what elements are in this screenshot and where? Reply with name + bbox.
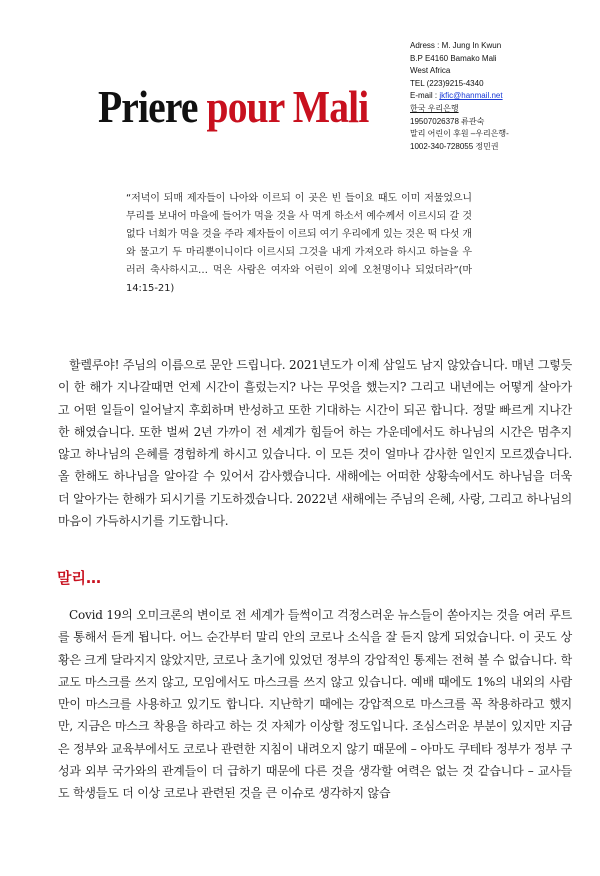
section-title-mali: 말리… [57,569,101,587]
contact-region: West Africa [410,66,451,76]
mali-covid-paragraph: Covid 19의 오미크론의 변이로 전 세계가 들썩이고 걱정스러운 뉴스들이 쏟아지는 것을 여러 루트를 통해서 듣게 됩니다. 어느 순간부터 말리 안의 코로나 소식을 잘 듣지 않게 되었습니다. 이 곳도 상황은 크게 달라지지 않았지만, 코로나 초기에 있었던 정부의 강압적인 통제는 전혀 볼 수 없습니다. 학교도 마스크를 쓰지 않고, 모임에서도 마스크를 쓰지 않고 있습니다. 예배 때에도 1%의 내외의 사람만이 마스크를 사용하고 있기도 합니다. 지난학기 때에는 강압적으로 마스크를 꼭 착용하라고 했지만, 지금은 마스크 착용을 하라고 하는 것 자체가 이상할 정도입니다. 조심스러운 부분이 있지만 지금은 정부와 교육부에서도 코로나 관련한 지침이 내려오지 않기 때문에 – 아마도 쿠테타 정부가 정부 구성과 외부 국가와의 관계들이 더 급하기 때문에 다른 것을 생각할 여력은 없는 것 같습니다 – 교사들도 학생들도 더 이상 코로나 관련된 것을 큰 이슈로 생각하지 않습 [58,608,572,801]
contact-address: Adress : M. Jung In Kwun [410,41,502,50]
greeting-paragraph: 할렐루야! 주님의 이름으로 문안 드립니다. 2021년도가 이제 삼일도 남지 않았습니다. 매년 그렇듯이 한 해가 지나갈때면 언제 시간이 흘렀는지? 나는 무엇을 했는지? 그리고 내년에는 어떻게 살아가고 어떤 일들이 일어날지 후회하며 반성하고 또한 기대하는 시간이 되곤 합니다. 정말 빠르게 지나간 한 해였습니다. 또한 벌써 2년 가까이 전 세계가 힘들어 하는 가운데에서도 하나님의 시간은 멈추지 않고 하나님의 은혜를 경험하게 하시고 있습니다. 이 모든 것이 얼마나 감사한 일인지 모르겠습니다. 올 한해도 하나님을 알아갈 수 있어서 감사했습니다. 새해에는 어떠한 상황속에서도 하나님을 더욱 더 알아가는 한해가 되시기를 기도하겠습니다. 2022년 새해에는 주님의 은혜, 사랑, 그리고 하나님의 마음이 가득하시기를 기도합니다. [58,358,572,529]
contact-po-box: B.P E4160 Bamako Mali [410,53,497,63]
contact-block [410,40,595,153]
email-link[interactable]: jkfic@hanmail.net [439,91,503,101]
contact-bank2-name: 말리 어린이 후원 –우리은행- [410,129,509,139]
logo-word-priere: Priere [98,81,207,132]
contact-bank1-name: 한국 우리은행 [410,103,459,113]
contact-bank2-account: 1002-340-728055 정민권 [410,141,499,151]
contact-tel: TEL (223)9215-4340 [410,78,484,88]
newsletter-logo [98,81,369,132]
logo-word-pour-mali: pour Mali [206,81,369,132]
contact-bank1-account: 19507026378 류관숙 [410,116,485,126]
bible-verse-quote: “저녁이 되매 제자들이 나아와 이르되 이 곳은 빈 들이요 때도 이미 저물었으니 무리를 보내어 마을에 들어가 먹을 것을 사 먹게 하소서 예수께서 이르시되 갈 것 없다 너희가 먹을 것을 주라 제자들이 이르되 여기 우리에게 있는 것은 떡 다섯 개와 물고기 두 마리뿐이니이다 이르시되 그것을 내게 가져오라 하시고 하늘을 우러러 축사하시고… 먹은 사람은 여자와 어린이 외에 오천명이나 되었더라”(마 14:15-21) [126,193,472,295]
email-label: E-mail : [410,91,440,101]
contact-email [410,90,595,103]
